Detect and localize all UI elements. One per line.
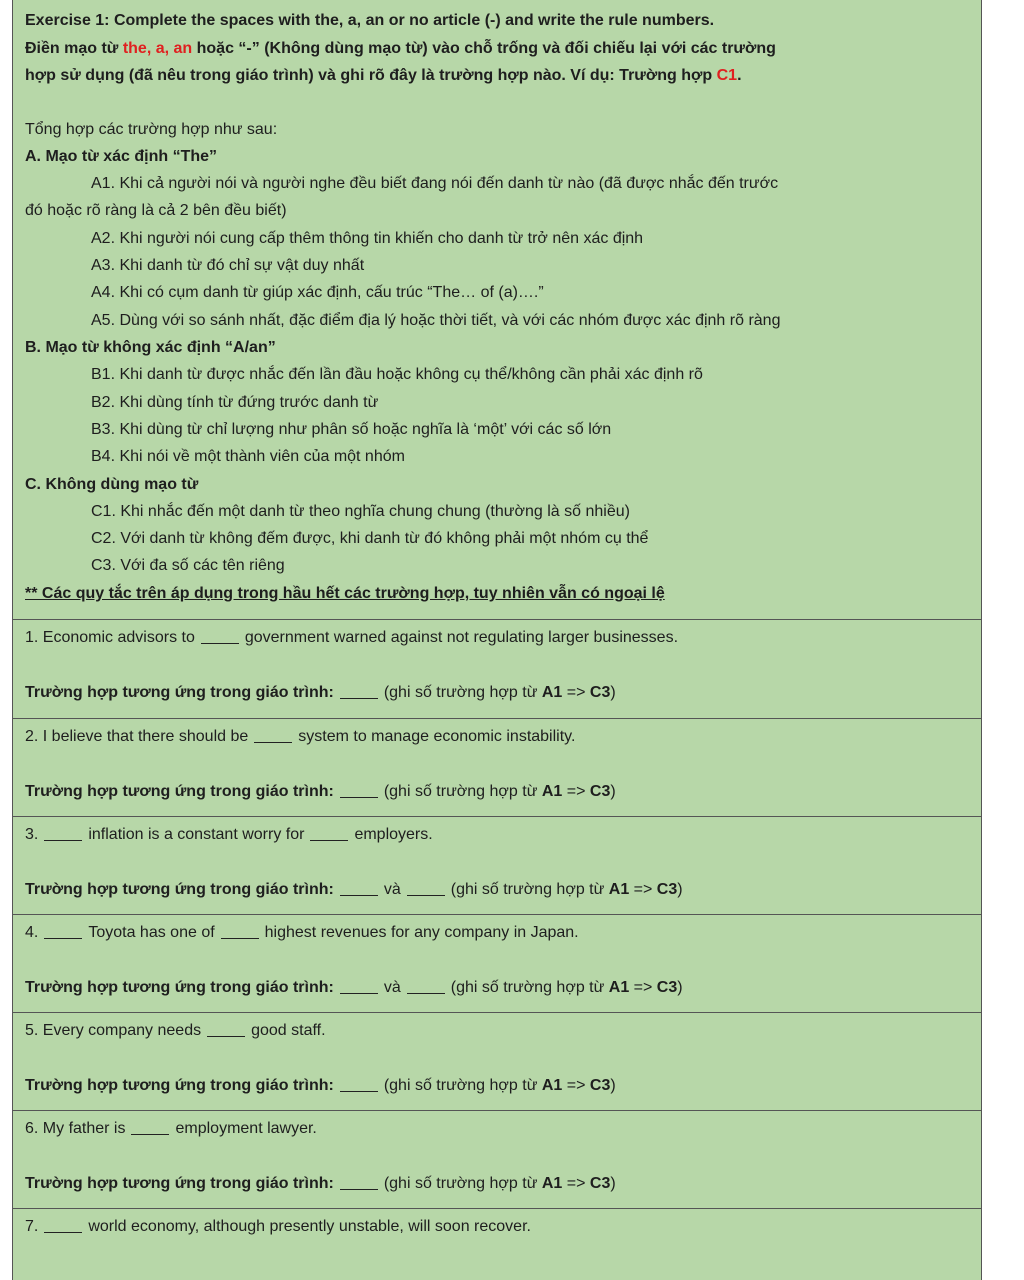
rule-a4: A4. Khi có cụm danh từ giúp xác định, cấu trúc “The… of (a)….” bbox=[91, 284, 544, 301]
question-part: 2. I believe that there should be bbox=[25, 728, 249, 745]
hint-start: A1 bbox=[608, 979, 630, 996]
hint-end: C3 bbox=[589, 684, 611, 701]
question-text bbox=[25, 728, 575, 746]
question-text bbox=[25, 1022, 326, 1040]
instruction-text: Điền mạo từ bbox=[25, 40, 123, 57]
exercise-item bbox=[13, 915, 981, 1013]
exercise-item bbox=[13, 817, 981, 915]
hint-text: (ghi số trường hợp từ bbox=[383, 1077, 542, 1094]
rule-answer-line bbox=[25, 684, 616, 702]
rule-answer-label: Trường hợp tương ứng trong giáo trình: bbox=[25, 684, 334, 701]
question-part: government warned against not regulating larger businesses. bbox=[244, 629, 679, 646]
exercise-sheet bbox=[12, 0, 982, 1280]
summary-heading: Tổng hợp các trường hợp như sau: bbox=[25, 121, 278, 138]
rule-answer-label: Trường hợp tương ứng trong giáo trình: bbox=[25, 1077, 334, 1094]
section-c-heading: C. Không dùng mạo từ bbox=[25, 476, 199, 493]
rule-a1-cont: đó hoặc rõ ràng là cả 2 bên đều biết) bbox=[25, 202, 287, 219]
answer-blank[interactable] bbox=[201, 643, 239, 644]
hint-arrow: => bbox=[562, 684, 590, 701]
rule-blank[interactable] bbox=[340, 797, 378, 798]
question-text bbox=[25, 826, 433, 844]
question-part: 4. bbox=[25, 924, 39, 941]
question-part: 7. bbox=[25, 1218, 39, 1235]
hint-end: C3 bbox=[656, 881, 678, 898]
rule-a1: A1. Khi cả người nói và người nghe đều biết đang nói đến danh từ nào (đã được nhắc đến trước bbox=[91, 175, 779, 192]
question-text bbox=[25, 924, 579, 942]
rule-b1: B1. Khi danh từ được nhắc đến lần đầu hoặc không cụ thể/không cần phải xác định rõ bbox=[91, 366, 703, 383]
rule-a2: A2. Khi người nói cung cấp thêm thông tin khiến cho danh từ trở nên xác định bbox=[91, 230, 644, 247]
rule-a3: A3. Khi danh từ đó chỉ sự vật duy nhất bbox=[91, 257, 365, 274]
rule-answer-line bbox=[25, 1077, 616, 1095]
rule-blank[interactable] bbox=[340, 895, 378, 896]
question-text bbox=[25, 1120, 317, 1138]
answer-blank[interactable] bbox=[254, 742, 292, 743]
question-part: 5. Every company needs bbox=[25, 1022, 202, 1039]
hint-end: C3 bbox=[589, 1077, 611, 1094]
section-a-heading: A. Mạo từ xác định “The” bbox=[25, 148, 218, 165]
hint-start: A1 bbox=[541, 783, 563, 800]
question-part: 1. Economic advisors to bbox=[25, 629, 195, 646]
hint-arrow: => bbox=[562, 1175, 590, 1192]
answer-blank[interactable] bbox=[221, 938, 259, 939]
hint-arrow: => bbox=[629, 881, 657, 898]
answer-blank[interactable] bbox=[44, 1232, 82, 1233]
question-text bbox=[25, 1218, 531, 1236]
rule-b2: B2. Khi dùng tính từ đứng trước danh từ bbox=[91, 394, 379, 411]
rule-blank[interactable] bbox=[340, 993, 378, 994]
instruction-vi-line2 bbox=[25, 67, 742, 85]
rule-answer-line bbox=[25, 783, 616, 801]
hint-start: A1 bbox=[541, 1175, 563, 1192]
hint-end: C3 bbox=[589, 783, 611, 800]
hint-arrow: => bbox=[562, 783, 590, 800]
hint-text: ) bbox=[677, 881, 683, 898]
exercise-item bbox=[13, 620, 981, 719]
rule-answer-label: Trường hợp tương ứng trong giáo trình: bbox=[25, 881, 334, 898]
hint-start: A1 bbox=[541, 1077, 563, 1094]
instructions-block bbox=[13, 0, 981, 620]
rule-blank[interactable] bbox=[407, 993, 445, 994]
instruction-vi-line1 bbox=[25, 40, 776, 58]
exercise-item bbox=[13, 1013, 981, 1111]
rule-blank[interactable] bbox=[340, 1189, 378, 1190]
question-part: world economy, although presently unstable, will soon recover. bbox=[88, 1218, 531, 1235]
rules-note: ** Các quy tắc trên áp dụng trong hầu hết các trường hợp, tuy nhiên vẫn có ngoại lệ bbox=[25, 585, 665, 602]
question-part: employment lawyer. bbox=[175, 1120, 317, 1137]
instruction-text: hợp sử dụng (đã nêu trong giáo trình) và ghi rõ đây là trường hợp nào. Ví dụ: Trường hợp bbox=[25, 67, 717, 84]
and-text: và bbox=[383, 881, 401, 898]
answer-blank[interactable] bbox=[131, 1134, 169, 1135]
question-part: system to manage economic instability. bbox=[298, 728, 576, 745]
rule-c2: C2. Với danh từ không đếm được, khi danh từ đó không phải một nhóm cụ thể bbox=[91, 530, 649, 547]
answer-blank[interactable] bbox=[44, 840, 82, 841]
hint-text: (ghi số trường hợp từ bbox=[383, 783, 542, 800]
instruction-highlight: the, a, an bbox=[122, 40, 193, 57]
question-part: 3. bbox=[25, 826, 39, 843]
instruction-text: . bbox=[737, 67, 742, 84]
hint-text: ) bbox=[610, 1175, 616, 1192]
hint-text: ) bbox=[610, 783, 616, 800]
hint-text: (ghi số trường hợp từ bbox=[450, 881, 609, 898]
and-text: và bbox=[383, 979, 401, 996]
hint-arrow: => bbox=[562, 1077, 590, 1094]
answer-blank[interactable] bbox=[207, 1036, 245, 1037]
hint-start: A1 bbox=[608, 881, 630, 898]
hint-text: (ghi số trường hợp từ bbox=[383, 1175, 542, 1192]
rule-answer-line bbox=[25, 979, 683, 997]
rule-answer-label: Trường hợp tương ứng trong giáo trình: bbox=[25, 979, 334, 996]
rule-blank[interactable] bbox=[340, 698, 378, 699]
rule-answer-label: Trường hợp tương ứng trong giáo trình: bbox=[25, 1175, 334, 1192]
rule-answer-line bbox=[25, 881, 683, 899]
question-part: good staff. bbox=[251, 1022, 326, 1039]
instruction-highlight: C1 bbox=[716, 67, 738, 84]
hint-arrow: => bbox=[629, 979, 657, 996]
hint-start: A1 bbox=[541, 684, 563, 701]
question-part: inflation is a constant worry for bbox=[88, 826, 305, 843]
exercise-title: Exercise 1: Complete the spaces with the, a, an or no article (-) and write the rule numbers. bbox=[25, 12, 715, 29]
rule-blank[interactable] bbox=[407, 895, 445, 896]
hint-text: (ghi số trường hợp từ bbox=[383, 684, 542, 701]
rule-b3: B3. Khi dùng từ chỉ lượng như phân số hoặc nghĩa là ‘một’ với các số lớn bbox=[91, 421, 612, 438]
exercise-item bbox=[13, 719, 981, 817]
rule-answer-line bbox=[25, 1175, 616, 1193]
rule-c1: C1. Khi nhắc đến một danh từ theo nghĩa chung chung (thường là số nhiều) bbox=[91, 503, 630, 520]
question-part: 6. My father is bbox=[25, 1120, 126, 1137]
hint-text: ) bbox=[610, 1077, 616, 1094]
hint-text: ) bbox=[610, 684, 616, 701]
section-b-heading: B. Mạo từ không xác định “A/an” bbox=[25, 339, 276, 356]
rule-c3: C3. Với đa số các tên riêng bbox=[91, 557, 285, 574]
answer-blank[interactable] bbox=[310, 840, 348, 841]
rule-a5: A5. Dùng với so sánh nhất, đặc điểm địa lý hoặc thời tiết, và với các nhóm được xác định rõ ràng bbox=[91, 312, 781, 329]
answer-blank[interactable] bbox=[44, 938, 82, 939]
exercise-item bbox=[13, 1111, 981, 1209]
hint-text: ) bbox=[677, 979, 683, 996]
exercise-item bbox=[13, 1209, 981, 1280]
hint-end: C3 bbox=[656, 979, 678, 996]
rule-blank[interactable] bbox=[340, 1091, 378, 1092]
hint-end: C3 bbox=[589, 1175, 611, 1192]
hint-text: (ghi số trường hợp từ bbox=[450, 979, 609, 996]
question-text bbox=[25, 629, 678, 647]
question-part: employers. bbox=[354, 826, 433, 843]
instruction-text: hoặc “-” (Không dùng mạo từ) vào chỗ trống và đối chiếu lại với các trường bbox=[192, 40, 776, 57]
rule-b4: B4. Khi nói về một thành viên của một nhóm bbox=[91, 448, 405, 465]
rule-answer-label: Trường hợp tương ứng trong giáo trình: bbox=[25, 783, 334, 800]
question-part: Toyota has one of bbox=[88, 924, 215, 941]
question-part: highest revenues for any company in Japan. bbox=[264, 924, 579, 941]
